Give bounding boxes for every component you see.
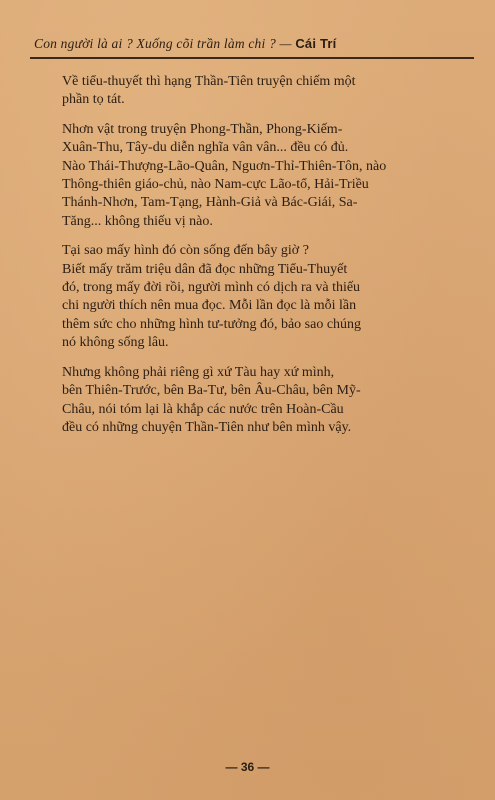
header-author: Cái Trí [295, 36, 337, 51]
text-line: chi người thích nên mua đọc. Mỗi lần đọc là mỗi lần [62, 298, 357, 314]
text-line: Thánh-Nhơn, Tam-Tạng, Hành-Giả và Bác-Giái, Sa- [62, 195, 358, 211]
text-line: đó, trong mấy đời rồi, người mình có dịch ra và thiếu [62, 280, 361, 296]
header-title: Con người là ai ? Xuống cõi trần làm chi ? — [34, 36, 292, 51]
text-line: Về tiểu-thuyết thì hạng Thần-Tiên truyện chiếm một [62, 74, 356, 89]
page-number: — 36 — [225, 760, 270, 774]
text-line: Nhưng không phải riêng gì xứ Tàu hay xứ mình, [62, 364, 335, 380]
paragraph-4 [62, 364, 462, 438]
paragraph-1 [62, 73, 462, 110]
text-line: Biết mấy trăm triệu dân đã đọc những Tiểu-Thuyết [62, 261, 348, 277]
text-line: Nào Thái-Thượng-Lão-Quân, Nguơn-Thỉ-Thiên-Tôn, nào [62, 158, 387, 174]
text-line: Nhơn vật trong truyện Phong-Thần, Phong-Kiếm- [62, 121, 343, 137]
text-line: thêm sức cho những hình tư-tưởng đó, bảo sao chúng [62, 316, 362, 332]
text-line: bên Thiên-Trước, bên Ba-Tư, bên Âu-Châu, bên Mỹ- [62, 383, 361, 399]
running-header [34, 36, 474, 52]
text-line: nó không sống lâu. [62, 335, 169, 351]
paragraph-2 [62, 121, 462, 231]
text-line: Xuân-Thu, Tây-du diễn nghĩa vân vân... đều có đủ. [62, 140, 349, 156]
text-line: đều có những chuyện Thần-Tiên như bên mình vậy. [62, 419, 352, 435]
text-line: phần tọ tát. [62, 92, 125, 108]
page-body [62, 73, 462, 437]
text-line: Thông-thiên giáo-chủ, nào Nam-cực Lão-tổ, Hải-Triều [62, 177, 369, 193]
paragraph-3 [62, 242, 462, 352]
text-line: Tại sao mấy hình đó còn sống đến bây giờ ? [62, 243, 309, 259]
header-rule [30, 57, 474, 59]
text-line: Châu, nói tóm lại là khắp các nước trên Hoàn-Cầu [62, 401, 344, 417]
text-line: Tăng... không thiếu vị nào. [62, 213, 213, 229]
